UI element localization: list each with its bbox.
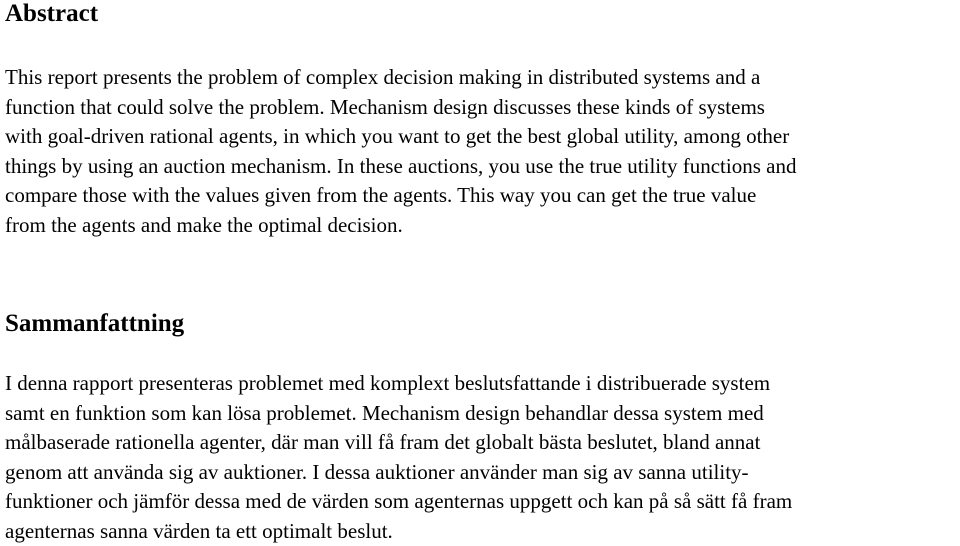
abstract-paragraph — [5, 63, 957, 240]
abstract-line: compare those with the values given from the agents. This way you can get the true value — [5, 181, 957, 211]
abstract-line: things by using an auction mechanism. In these auctions, you use the true utility functions and — [5, 152, 957, 182]
abstract-line: from the agents and make the optimal decision. — [5, 211, 957, 241]
abstract-heading: Abstract — [5, 0, 98, 28]
sammanfattning-line: agenternas sanna värden ta ett optimalt beslut. — [5, 517, 957, 546]
sammanfattning-line: funktioner och jämför dessa med de värden som agenternas uppgett och kan på så sätt få fram — [5, 487, 957, 517]
sammanfattning-paragraph — [5, 369, 957, 546]
sammanfattning-line: I denna rapport presenteras problemet med komplext beslutsfattande i distribuerade system — [5, 369, 957, 399]
sammanfattning-line: samt en funktion som kan lösa problemet. Mechanism design behandlar dessa system med — [5, 399, 957, 429]
abstract-line: This report presents the problem of complex decision making in distributed systems and a — [5, 63, 957, 93]
abstract-line: with goal-driven rational agents, in which you want to get the best global utility, among other — [5, 122, 957, 152]
sammanfattning-line: genom att använda sig av auktioner. I dessa auktioner använder man sig av sanna utility- — [5, 458, 957, 488]
abstract-line: function that could solve the problem. Mechanism design discusses these kinds of systems — [5, 93, 957, 123]
sammanfattning-heading: Sammanfattning — [5, 310, 184, 338]
sammanfattning-line: målbaserade rationella agenter, där man vill få fram det globalt bästa beslutet, bland annat — [5, 428, 957, 458]
